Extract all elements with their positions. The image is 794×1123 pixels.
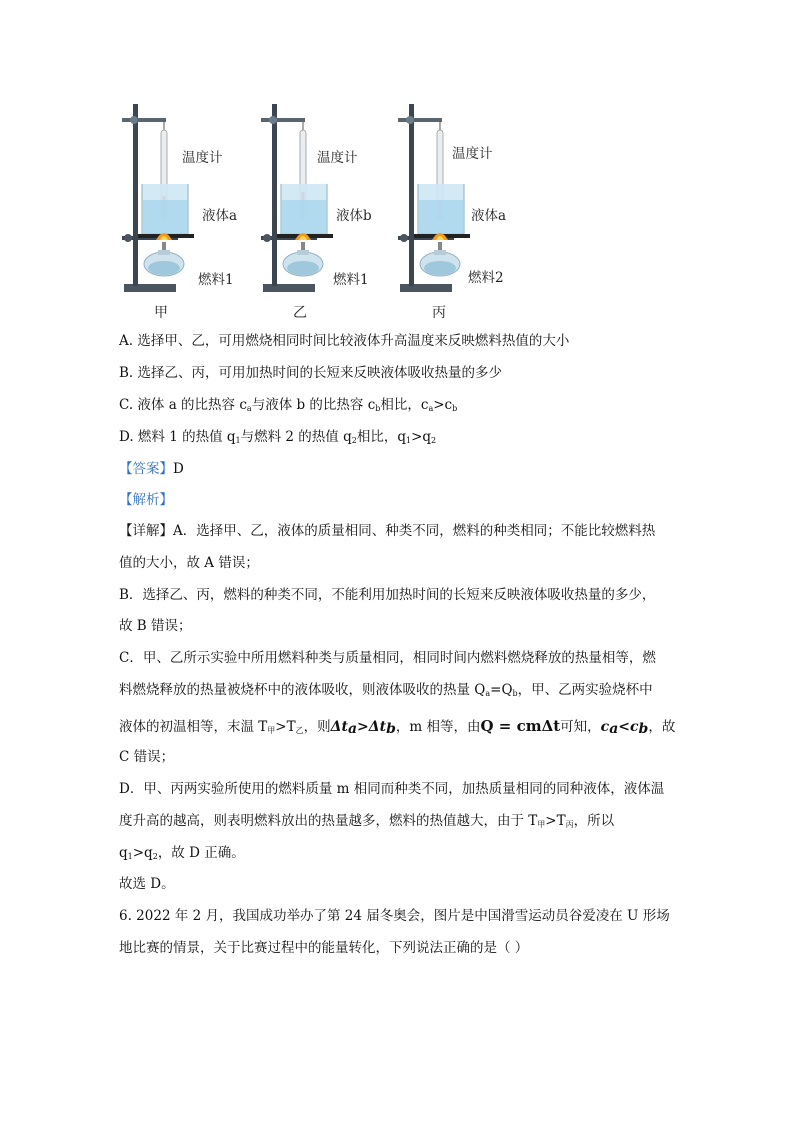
detail-line-3: B．选择乙、丙，燃料的种类不同，不能利用加热时间的长短来反映液体吸收热量的多少， bbox=[119, 587, 656, 603]
delta-t-a: Δt bbox=[330, 719, 348, 735]
apparatus-caption: 乙 bbox=[293, 305, 307, 321]
liquid-label: 液体a bbox=[202, 208, 238, 224]
analysis-label: 【解析】 bbox=[119, 492, 173, 508]
option-c: C. 液体 a 的比热容 $c_a$与液体 b 的比热容 $c_b$相比，$c_a>c_b$ bbox=[119, 397, 458, 413]
answer-label: 【答案】 bbox=[119, 461, 173, 477]
detail-line-6: 料燃烧释放的热量被烧杯中的液体吸收，则液体吸收的热量 $Q_a=Q_b$，甲、乙两实验烧杯中 bbox=[119, 682, 653, 698]
option-a: A. 选择甲、乙，可用燃烧相同时间比较液体升高温度来反映燃料热值的大小 bbox=[119, 333, 570, 349]
detail-line-11: $q_1>q_2$，故 D 正确。 bbox=[119, 845, 245, 861]
question-6-line-1: 6. 2022 年 2 月，我国成功举办了第 24 届冬奥会，图片是中国滑雪运动员谷爱凌在 U 形场 bbox=[119, 908, 670, 924]
detail-line-9: D．甲、丙两实验所使用的燃料质量 m 相同而种类不同，加热质量相同的同种液体，液体温 bbox=[119, 781, 665, 797]
option-d: D. 燃料 1 的热值 $q_1$与燃料 2 的热值 $q_2$相比，$q_1>q_2$ bbox=[119, 429, 437, 445]
detail-line-2: 值的大小，故 A 错误； bbox=[119, 555, 259, 571]
detail-line-7: 液体的初温相等，末温 $T_甲>T_乙$，则Δta>Δtb，m 相等，由Q = cmΔt可知，ca<cb，故 bbox=[119, 717, 676, 737]
delta-t-b: Δt bbox=[368, 719, 387, 735]
fuel-label: 燃料1 bbox=[198, 272, 234, 288]
fuel-label: 燃料1 bbox=[333, 272, 369, 288]
detail-line-4: 故 B 错误； bbox=[119, 618, 192, 634]
apparatus-caption: 丙 bbox=[432, 305, 446, 321]
detail-line-8: C 错误； bbox=[119, 749, 175, 765]
option-b: B. 选择乙、丙，可用加热时间的长短来反映液体吸收热量的多少 bbox=[119, 365, 503, 381]
liquid-label: 液体b bbox=[336, 208, 372, 224]
apparatus-drawing bbox=[394, 96, 524, 296]
detail-line-10: 度升高的越高，则表明燃料放出的热量越多，燃料的热值越大，由于 $T_甲>T_丙$，所以 bbox=[119, 813, 615, 829]
apparatus-drawing bbox=[257, 96, 387, 296]
heat-formula: Q = cmΔt bbox=[480, 717, 561, 735]
apparatus-caption: 甲 bbox=[154, 305, 168, 321]
detail-line-1: 【详解】A．选择甲、乙，液体的质量相同、种类不同，燃料的种类相同；不能比较燃料热 bbox=[119, 523, 656, 539]
answer-value: D bbox=[173, 461, 184, 477]
answer-line bbox=[119, 459, 184, 479]
experiment-figure bbox=[118, 96, 518, 326]
thermometer-label: 温度计 bbox=[182, 150, 223, 166]
fuel-label: 燃料2 bbox=[468, 270, 504, 286]
liquid-label: 液体a bbox=[471, 208, 507, 224]
apparatus-drawing bbox=[118, 96, 248, 296]
thermometer-label: 温度计 bbox=[452, 146, 493, 162]
question-6-line-2: 地比赛的情景，关于比赛过程中的能量转化，下列说法正确的是（ ） bbox=[119, 940, 529, 956]
detail-line-5: C．甲、乙所示实验中所用燃料种类与质量相同，相同时间内燃料燃烧释放的热量相等，燃 bbox=[119, 650, 656, 666]
detail-line-12: 故选 D。 bbox=[119, 876, 175, 892]
thermometer-label: 温度计 bbox=[317, 150, 358, 166]
